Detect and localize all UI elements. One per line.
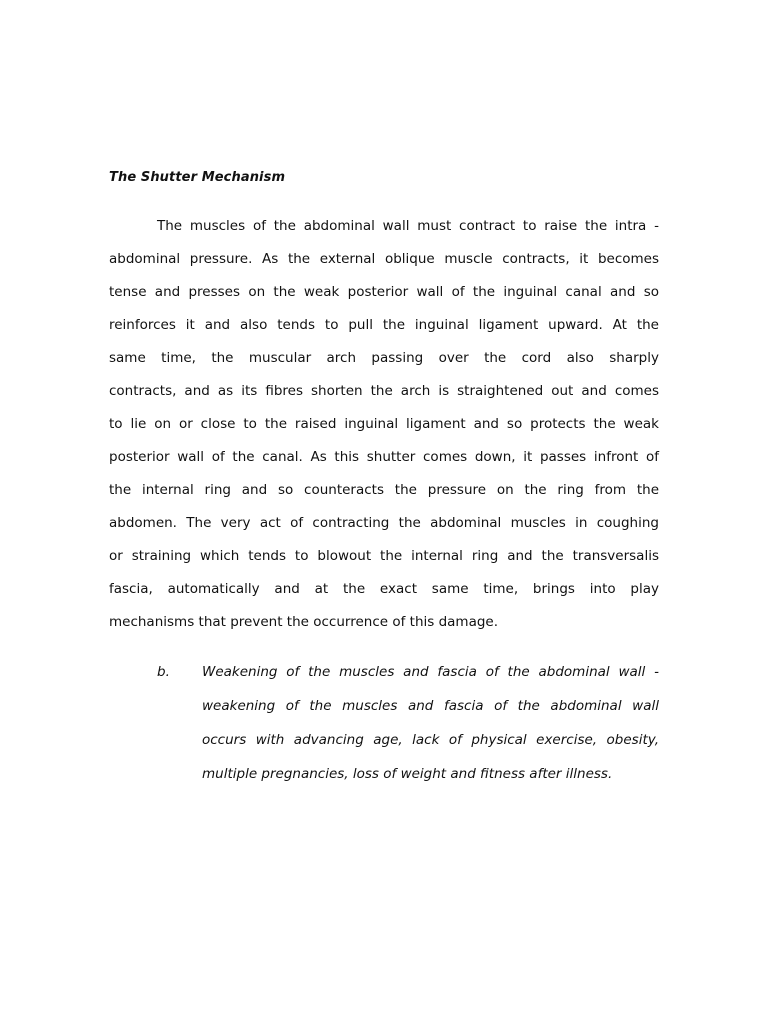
paragraph-line: contracts, and as its fibres shorten the arch is straightened out and comes <box>109 383 659 399</box>
list-item-line: Weakening of the muscles and fascia of the abdominal wall - <box>202 664 659 680</box>
paragraph-line: tense and presses on the weak posterior wall of the inguinal canal and so <box>109 284 659 300</box>
list-item-text <box>202 655 659 791</box>
paragraph-line: abdomen. The very act of contracting the abdominal muscles in coughing <box>109 515 659 531</box>
paragraph-line: the internal ring and so counteracts the pressure on the ring from the <box>109 482 659 498</box>
paragraph-line: reinforces it and also tends to pull the inguinal ligament upward. At the <box>109 317 659 333</box>
paragraph-line: mechanisms that prevent the occurrence of this damage. <box>109 614 499 630</box>
list-marker: b. <box>157 664 170 680</box>
section-heading: The Shutter Mechanism <box>109 170 286 185</box>
paragraph-line: same time, the muscular arch passing over the cord also sharply <box>109 350 659 366</box>
paragraph-line: to lie on or close to the raised inguinal ligament and so protects the weak <box>109 416 659 432</box>
body-paragraph <box>109 210 659 639</box>
paragraph-line: abdominal pressure. As the external oblique muscle contracts, it becomes <box>109 251 659 267</box>
paragraph-line: or straining which tends to blowout the internal ring and the transversalis <box>109 548 659 564</box>
paragraph-line: posterior wall of the canal. As this shutter comes down, it passes infront of <box>109 449 659 465</box>
paragraph-line: The muscles of the abdominal wall must contract to raise the intra - <box>157 218 659 234</box>
paragraph-line: fascia, automatically and at the exact same time, brings into play <box>109 581 659 597</box>
list-item-line: multiple pregnancies, loss of weight and fitness after illness. <box>202 766 613 782</box>
list-item-line: weakening of the muscles and fascia of the abdominal wall <box>202 698 659 714</box>
list-item-line: occurs with advancing age, lack of physical exercise, obesity, <box>202 732 659 748</box>
